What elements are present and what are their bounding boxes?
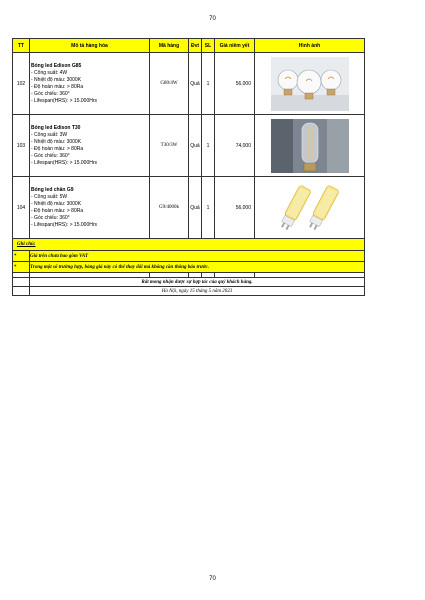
header-code: Mã hàng (150, 39, 189, 53)
table-row (13, 53, 365, 115)
row-image-cell (255, 177, 365, 239)
note-text: Giá trên chưa bao gồm VAT (30, 251, 365, 262)
row-tt: 102 (13, 53, 30, 115)
edison-t30-tube-image (271, 119, 349, 173)
spec-line: - Công suất: 4W (31, 69, 68, 76)
row-code: T30/3W (150, 115, 189, 177)
product-name: Bóng led Edison T30 (31, 124, 81, 131)
spec-line: - Góc chiếu: 360° (31, 152, 70, 159)
row-unit: Quả (189, 53, 202, 115)
row-tt: 104 (13, 177, 30, 239)
header-tt: TT (13, 39, 30, 53)
closing-section (13, 273, 365, 296)
spec-line: - Nhiệt độ màu: 3000K (31, 138, 82, 145)
row-unit: Quả (189, 115, 202, 177)
row-qty: 1 (202, 177, 215, 239)
row-tt: 103 (13, 115, 30, 177)
row-description (30, 177, 150, 239)
spec-line: - Lifespan(HRS): > 15.000Hrs (31, 97, 98, 104)
row-description (30, 115, 150, 177)
note-text: Trong một số trường hợp, bảng giá này có thể thay đổi mà không cần thông báo trước. (30, 262, 365, 273)
spec-line: - Độ hoàn màu: > 80Ra (31, 207, 84, 214)
row-code: G80/4W (150, 53, 189, 115)
table-row (13, 115, 365, 177)
header-image: Hình ảnh (255, 39, 365, 53)
page-number-top: 70 (209, 16, 216, 22)
row-price: 56,000 (215, 177, 255, 239)
thanks-message: Rất mong nhận được sự hợp tác của quý khách hàng. (30, 278, 365, 287)
spec-line: - Lifespan(HRS): > 15.000Hrs (31, 159, 98, 166)
note-row (13, 251, 365, 262)
header-price: Giá niêm yết (215, 39, 255, 53)
spec-line: - Góc chiếu: 360° (31, 214, 70, 221)
spec-line: - Nhiệt độ màu: 3000K (31, 76, 82, 83)
row-description (30, 53, 150, 115)
edison-g85-bulb-image (271, 57, 349, 111)
row-unit: Quả (189, 177, 202, 239)
page-number-bottom: 70 (209, 576, 216, 582)
row-code: G9/4000k (150, 177, 189, 239)
note-bullet: * (13, 251, 30, 262)
notes-label: Ghi chú: (13, 239, 365, 251)
g9-led-capsule-image (271, 181, 349, 235)
row-image-cell (255, 115, 365, 177)
header-description: Mô tả hàng hóa (30, 39, 150, 53)
row-price: 56,000 (215, 53, 255, 115)
product-name: Bóng led Edison G85 (31, 62, 82, 69)
spec-line: - Nhiệt độ màu: 3000K (31, 200, 82, 207)
row-image-cell (255, 53, 365, 115)
spec-line: - Góc chiếu: 360° (31, 90, 70, 97)
spec-line: - Công suất: 5W (31, 193, 68, 200)
table-header (13, 39, 365, 53)
closing-date: Hà Nội, ngày 15 tháng 5 năm 2023 (30, 287, 365, 296)
notes-section (13, 239, 365, 273)
table-row (13, 177, 365, 239)
price-table (12, 38, 365, 296)
header-unit: Đvt (189, 39, 202, 53)
spec-line: - Độ hoàn màu: > 80Ra (31, 145, 84, 152)
row-price: 74,000 (215, 115, 255, 177)
product-name: Bóng led chân G9 (31, 186, 74, 193)
spec-line: - Công suất: 3W (31, 131, 68, 138)
row-qty: 1 (202, 115, 215, 177)
note-bullet: * (13, 262, 30, 273)
header-qty: SL (202, 39, 215, 53)
note-row (13, 262, 365, 273)
row-qty: 1 (202, 53, 215, 115)
spec-line: - Lifespan(HRS): > 15.000Hrs (31, 221, 98, 228)
spec-line: - Độ hoàn màu: > 80Ra (31, 83, 84, 90)
